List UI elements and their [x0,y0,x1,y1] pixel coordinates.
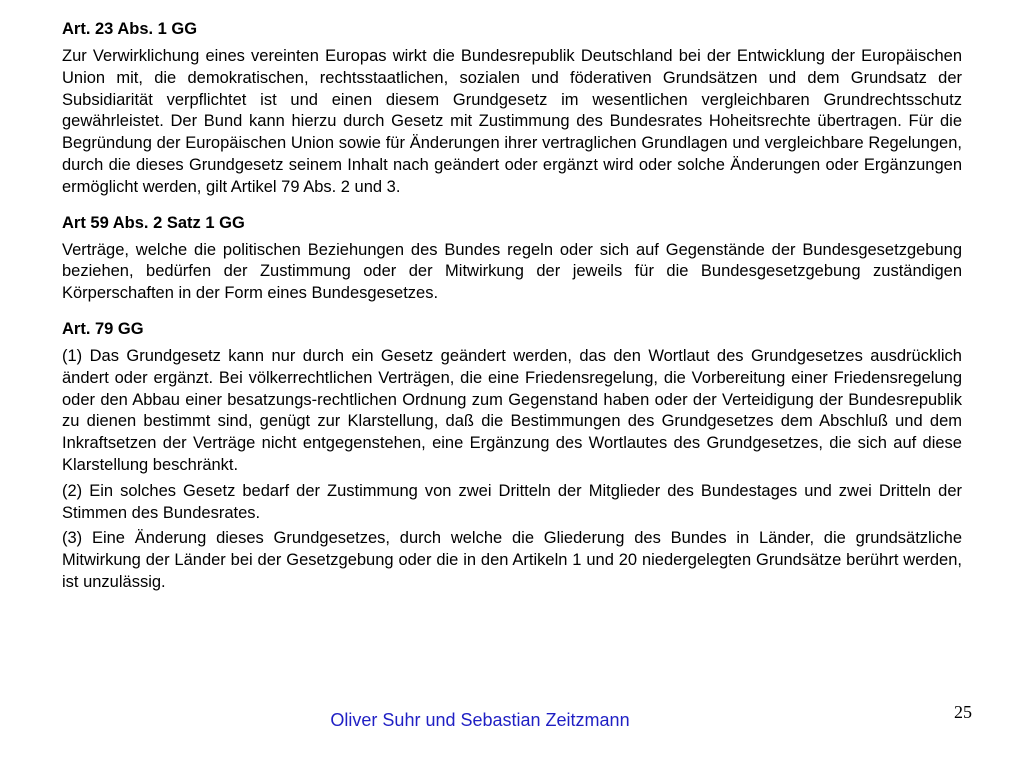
section-heading: Art 59 Abs. 2 Satz 1 GG [62,213,245,232]
section-art-79 [62,319,962,594]
section-paragraph: (1) Das Grundgesetz kann nur durch ein Gesetz geändert werden, das den Wortlaut des Grundgesetzes ausdrücklich ändert oder ergänzt. Bei völkerrechtlichen Verträgen, die eine Friedensregelung, die Vorbereitung einer Friedensregelung oder den Abbau einer besatzungs-rechtlichen Ordnung zum Gegenstand haben oder der Verteidigung der Bundesrepublik zu dienen bestimmt sind, genügt zur Klarstellung, daß die Bestimmungen des Grundgesetzes dem Abschluß und dem Inkraftsetzen der Verträge nicht entgegenstehen, eine Ergänzung des Wortlautes des Grundgesetzes, die sich auf diese Klarstellung beschränkt. [62,346,962,474]
section-paragraph: (3) Eine Änderung dieses Grundgesetzes, durch welche die Gliederung des Bundes in Länder, die grundsätzliche Mitwirkung der Länder bei der Gesetzgebung oder die in den Artikeln 1 und 20 niedergelegten Grundsätze berührt werden, ist unzulässig. [62,529,962,591]
section-paragraph: (2) Ein solches Gesetz bedarf der Zustimmung von zwei Dritteln der Mitglieder des Bundestages und zwei Dritteln der Stimmen des Bundesrates. [62,481,962,522]
section-paragraph: Zur Verwirklichung eines vereinten Europas wirkt die Bundesrepublik Deutschland bei der Entwicklung der Europäischen Union mit, die demokratischen, rechtsstaatlichen, sozialen und föderativen Grundsätzen und dem Grundsatz der Subsidiarität verpflichtet ist und einen diesem Grundgesetz im wesentlichen vergleichbaren Grundrechtsschutz gewährleistet. Der Bund kann hierzu durch Gesetz mit Zustimmung des Bundesrates Hoheitsrechte übertragen. Für die Begründung der Europäischen Union sowie für Änderungen ihrer vertraglichen Grundlagen und vergleichbare Regelungen, durch die dieses Grundgesetz seinem Inhalt nach geändert oder ergänzt wird oder solche Änderungen oder Ergänzungen ermöglicht werden, gilt Artikel 79 Abs. 2 und 3. [62,47,962,196]
section-art-23 [62,19,962,199]
page-number: 25 [954,702,972,722]
section-heading: Art. 23 Abs. 1 GG [62,20,198,38]
footer-authors: Oliver Suhr und Sebastian Zeitzmann [330,710,630,730]
section-paragraph: Verträge, welche die politischen Beziehungen des Bundes regeln oder sich auf Gegenstände der Bundesgesetzgebung beziehen, bedürfen der Zustimmung oder der Mitwirkung der jeweils für die Bundesgesetzgebung zuständigen Körperschaften in der Form eines Bundesgesetzes. [62,240,962,303]
slide-content [62,19,962,608]
section-heading: Art. 79 GG [62,319,144,338]
section-art-59 [62,213,962,305]
